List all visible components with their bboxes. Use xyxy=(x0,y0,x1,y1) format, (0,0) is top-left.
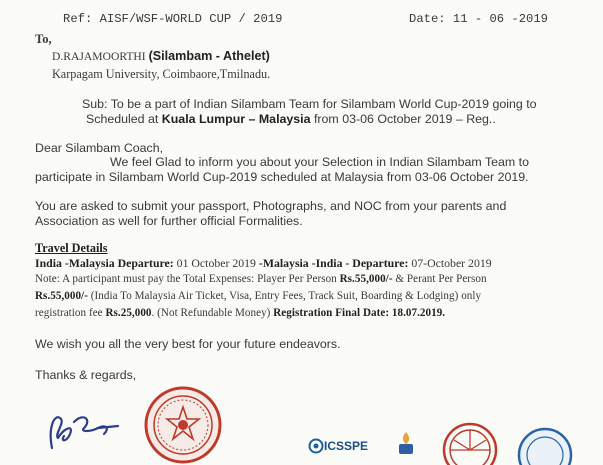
blue-circle-logo xyxy=(515,425,575,455)
recipient-address: Karpagam University, Coimbaore,Tmilnadu. xyxy=(52,67,271,81)
wheel-emblem xyxy=(440,418,500,458)
letter-date: Date: 11 - 06 -2019 xyxy=(409,12,548,26)
torch-logo xyxy=(393,430,419,454)
signature-mark xyxy=(40,398,130,452)
icsspe-logo-label: ICSSPE xyxy=(324,439,369,453)
note-line-3: registration fee Rs.25,000. (Not Refundable Money) Registration Final Date: 18.07.2019. xyxy=(35,307,446,319)
subject-line-1: Sub: To be a part of Indian Silambam Team for Silambam World Cup-2019 going to xyxy=(82,97,537,111)
closing-regards: Thanks & regards, xyxy=(35,368,137,382)
closing-wishes: We wish you all the very best for your future endeavors. xyxy=(35,337,341,351)
paragraph-2-line-2: Association as well for further official Formalities. xyxy=(35,214,303,228)
paragraph-1-line-2: participate in Silambam World Cup-2019 scheduled at Malaysia from 03-06 October 2019. xyxy=(35,170,529,184)
subject-line-2: Scheduled at Kuala Lumpur – Malaysia from 03-06 October 2019 – Reg.. xyxy=(86,112,496,126)
federation-seal xyxy=(143,385,223,465)
to-label: To, xyxy=(35,32,52,46)
recipient-name: D.RAJAMOORTHI (Silambam - Athelet) xyxy=(52,49,270,63)
paragraph-1-line-1: We feel Glad to inform you about your Selection in Indian Silambam Team to xyxy=(110,155,529,169)
travel-details-heading: Travel Details xyxy=(35,241,108,255)
salutation: Dear Silambam Coach, xyxy=(35,141,164,155)
paragraph-2-line-1: You are asked to submit your passport, Photographs, and NOC from your parents and xyxy=(35,199,507,213)
note-line-1: Note: A participant must pay the Total Expenses: Player Per Person Rs.55,000/- & Perant Per Person xyxy=(35,273,487,285)
departure-dates: India -Malaysia Departure: 01 October 2019 -Malaysia -India - Departure: 07-October 2019 xyxy=(35,256,492,270)
note-line-2: Rs.55,000/- (India To Malaysia Air Ticket, Visa, Entry Fees, Track Suit, Boarding & Lodging) only xyxy=(35,290,482,302)
reference-number: Ref: AISF/WSF-WORLD CUP / 2019 xyxy=(63,12,283,26)
